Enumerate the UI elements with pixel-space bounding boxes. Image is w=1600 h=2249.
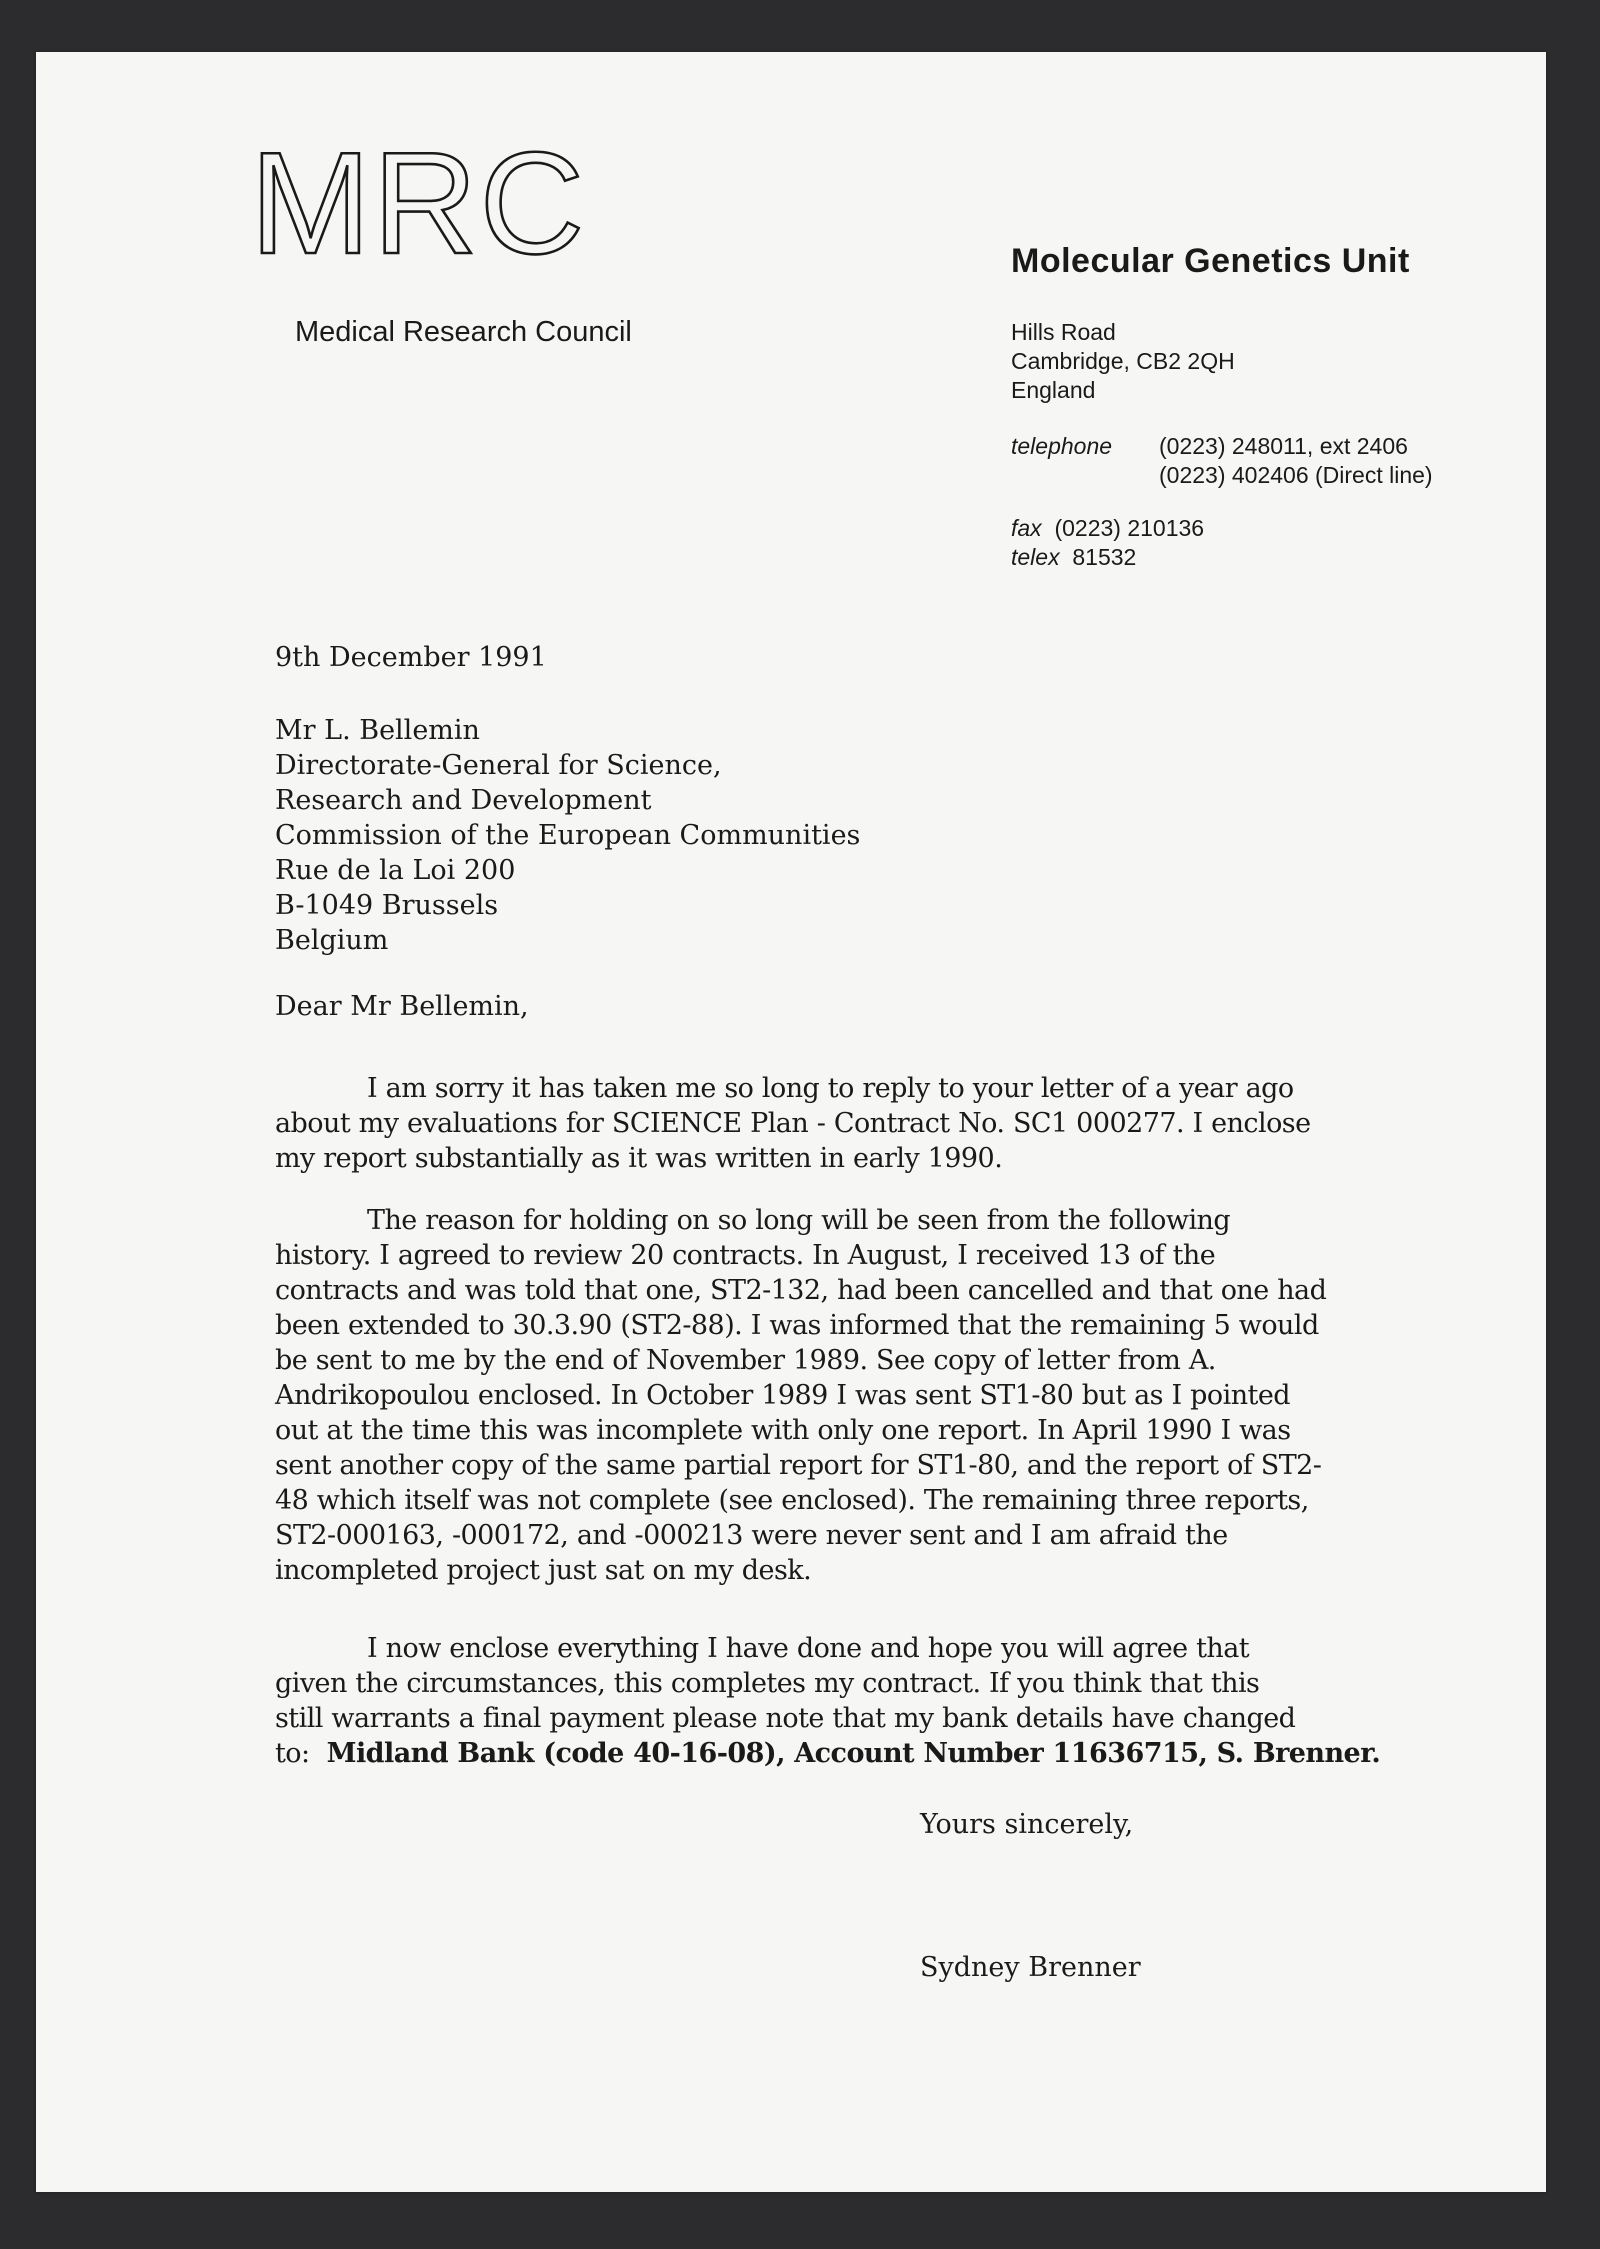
paragraph-line: my report substantially as it was written in early 1990.: [275, 1143, 1003, 1174]
paragraph-line-bank: [275, 1736, 1400, 1771]
telephone-block: [1011, 432, 1433, 490]
paragraph-line: still warrants a final payment please note that my bank details have changed: [275, 1703, 1296, 1734]
telephone-direct-line: (0223) 402406 (Direct line): [1159, 462, 1433, 488]
recipient-address: [275, 713, 860, 958]
bank-details: Midland Bank (code 40-16-08), Account Number 11636715, S. Brenner.: [326, 1738, 1381, 1769]
paragraph-line: given the circumstances, this completes my contract. If you think that this: [275, 1668, 1260, 1699]
recipient-line: Belgium: [275, 925, 389, 956]
mrc-logo-text: MRC: [250, 122, 587, 273]
address-line: Cambridge, CB2 2QH: [1011, 348, 1235, 374]
fax-telex-block: [1011, 514, 1204, 572]
telephone-number: (0223) 248011, ext 2406: [1159, 433, 1408, 459]
salutation: Dear Mr Bellemin,: [275, 991, 529, 1022]
fax-label: fax: [1011, 515, 1042, 541]
address-line: England: [1011, 377, 1096, 403]
body-paragraph-2: [275, 1203, 1400, 1588]
body-paragraph-1: [275, 1071, 1400, 1176]
recipient-line: B-1049 Brussels: [275, 890, 499, 921]
mrc-logo-graphic: [250, 103, 650, 273]
paragraph-line: 48 which itself was not complete (see enclosed). The remaining three reports,: [275, 1485, 1309, 1516]
paragraph-line: sent another copy of the same partial report for ST1-80, and the report of ST2-: [275, 1450, 1322, 1481]
body-paragraph-3: [275, 1631, 1400, 1771]
recipient-line: Directorate-General for Science,: [275, 750, 722, 781]
recipient-line: Research and Development: [275, 785, 652, 816]
telephone-label: telephone: [1011, 433, 1113, 459]
paragraph-line: contracts and was told that one, ST2-132, had been cancelled and that one had: [275, 1275, 1327, 1306]
unit-name: Molecular Genetics Unit: [1011, 242, 1410, 280]
recipient-line: Mr L. Bellemin: [275, 715, 480, 746]
paragraph-line: out at the time this was incomplete with only one report. In April 1990 I was: [275, 1415, 1291, 1446]
unit-address: [1011, 318, 1235, 405]
paragraph-line: incompleted project just sat on my desk.: [275, 1555, 812, 1586]
paragraph-line: The reason for holding on so long will be seen from the following: [367, 1205, 1231, 1236]
recipient-line: Commission of the European Communities: [275, 820, 861, 851]
address-line: Hills Road: [1011, 319, 1116, 345]
organization-name: Medical Research Council: [295, 316, 632, 348]
paragraph-line: ST2-000163, -000172, and -000213 were never sent and I am afraid the: [275, 1520, 1228, 1551]
paragraph-line: history. I agreed to review 20 contracts. In August, I received 13 of the: [275, 1240, 1216, 1271]
paragraph-line: Andrikopoulou enclosed. In October 1989 I was sent ST1-80 but as I pointed: [275, 1380, 1290, 1411]
paragraph-line: be sent to me by the end of November 1989. See copy of letter from A.: [275, 1345, 1216, 1376]
paragraph-line: been extended to 30.3.90 (ST2-88). I was informed that the remaining 5 would: [275, 1310, 1319, 1341]
telex-label: telex: [1011, 544, 1060, 570]
paragraph-line: I am sorry it has taken me so long to reply to your letter of a year ago: [367, 1073, 1294, 1104]
paragraph-line: about my evaluations for SCIENCE Plan - Contract No. SC1 000277. I enclose: [275, 1108, 1311, 1139]
paragraph-line: I now enclose everything I have done and hope you will agree that: [367, 1633, 1250, 1664]
closing: Yours sincerely,: [920, 1809, 1134, 1840]
bank-prefix: to:: [275, 1738, 310, 1769]
recipient-line: Rue de la Loi 200: [275, 855, 516, 886]
telex-number: 81532: [1072, 544, 1137, 570]
fax-number: (0223) 210136: [1054, 515, 1205, 541]
signature: Sydney Brenner: [920, 1952, 1141, 1983]
letter-date: 9th December 1991: [275, 642, 547, 673]
mrc-logo: [250, 103, 650, 273]
